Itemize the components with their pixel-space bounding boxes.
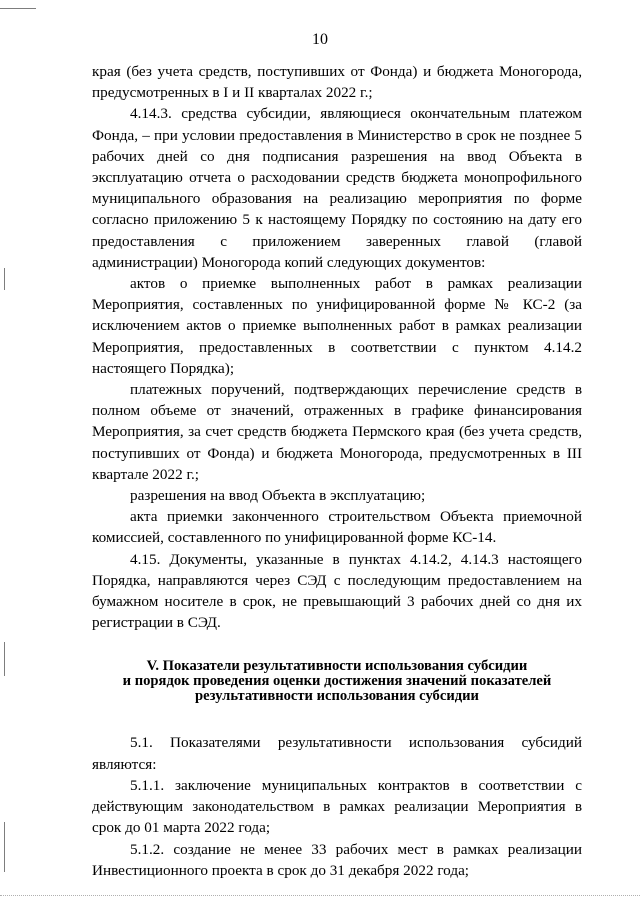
scan-margin-mark-left-3 [4, 822, 5, 872]
section-heading-line: V. Показатели результативности использования субсидии [146, 658, 528, 675]
scan-margin-mark-left-2 [4, 642, 5, 676]
paragraph: 5.1. Показателями результативности использования субсидий являются: [92, 734, 582, 773]
paragraph: акта приемки законченного строительством Объекта приемочной комиссией, составленного по унифицированной форме КС-14. [92, 508, 582, 547]
paragraph: разрешения на ввод Объекта в эксплуатацию; [130, 487, 426, 505]
paragraph: 5.1.1. заключение муниципальных контрактов в соответствии с действующим законодательством в рамках реализации Мероприятия в срок до 01 марта 2022 года; [92, 776, 582, 837]
paragraph: актов о приемке выполненных работ в рамках реализации Мероприятия, составленных по унифицированной форме № КС-2 (за исключением актов о приемке выполненных работ в рамках реализации Мероприятия, предоставленных в соответствии с пунктом 4.14.2 настоящего Порядка); [92, 275, 582, 377]
scan-margin-mark-top [0, 8, 36, 9]
paragraph: платежных поручений, подтверждающих перечисление средств в полном объеме от значений, отраженных в графике финансирования Мероприятия, за счет средств бюджета Пермского края (без учета средств, поступивших от Фонда) и бюджета Моногорода, предусмотренных в III квартале 2022 г.; [92, 381, 582, 483]
section-heading [92, 659, 582, 704]
paragraph: 5.1.2. создание не менее 33 рабочих мест в рамках реализации Инвестиционного проекта в срок до 31 декабря 2022 года; [92, 840, 582, 879]
paragraph: 4.14.3. средства субсидии, являющиеся окончательным платежом Фонда, – при условии предоставления в Министерство в срок не позднее 5 рабочих дней со дня подписания разрешения на ввод Объекта в эксплуатацию отчета о расходовании средств бюджета монопрофильного муниципального образования на реализацию мероприятия по форме согласно приложению 5 к настоящему Порядку по состоянию на дату его предоставления с приложением заверенных главой (главой администрации) Моногорода копий следующих документов: [92, 105, 582, 271]
page-number: 10 [312, 31, 328, 48]
section-heading-line: и порядок проведения оценки достижения значений показателей [122, 673, 552, 690]
paragraph: края (без учета средств, поступивших от Фонда) и бюджета Моногорода, предусмотренных в I и II кварталах 2022 г.; [92, 63, 582, 102]
section-heading-line: результативности использования субсидии [195, 688, 479, 705]
document-body [92, 61, 582, 881]
scan-margin-mark-left-1 [4, 268, 5, 290]
paragraph: 4.15. Документы, указанные в пунктах 4.14.2, 4.14.3 настоящего Порядка, направляются через СЭД с последующим предоставлением на бумажном носителе в срок, не превышающий 3 рабочих дней со дня их регистрации в СЭД. [92, 550, 582, 632]
scan-bottom-edge [0, 895, 640, 896]
